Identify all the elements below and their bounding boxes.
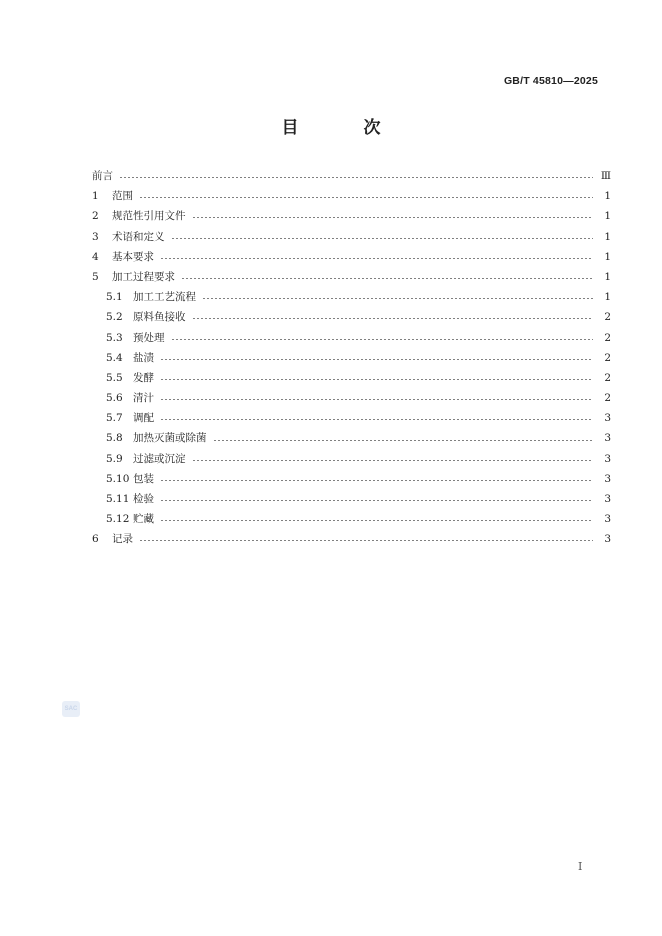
toc-entry[interactable] xyxy=(92,428,611,448)
toc-entry-title: 调配 xyxy=(133,412,154,425)
toc-entry[interactable] xyxy=(92,267,611,287)
toc-entry[interactable] xyxy=(92,328,611,348)
toc-entry[interactable] xyxy=(92,186,611,206)
toc-leader-dots xyxy=(192,460,594,461)
toc-entry-page: 1 xyxy=(604,230,611,243)
toc-entry[interactable] xyxy=(92,368,611,388)
toc-entry-page: 2 xyxy=(604,331,611,344)
toc-leader-dots xyxy=(160,480,593,481)
toc-entry-page: 3 xyxy=(604,493,611,505)
toc-leader-dots xyxy=(181,278,593,279)
toc-entry[interactable] xyxy=(92,348,611,368)
page-title: 目 次 xyxy=(281,118,405,138)
toc-entry-page: 3 xyxy=(604,412,611,425)
toc-entry-page: 1 xyxy=(604,210,611,223)
toc-entry-title: 加工工艺流程 xyxy=(133,291,196,304)
toc-entry-number: 5.1 xyxy=(106,291,123,304)
toc-entry[interactable] xyxy=(92,489,611,509)
toc-entry-number: 4 xyxy=(92,250,99,263)
toc-leader-dots xyxy=(192,217,594,218)
toc-entry[interactable] xyxy=(92,408,611,428)
toc-entry-title: 记录 xyxy=(112,533,133,546)
toc-entry-title: 基本要求 xyxy=(112,250,154,263)
toc-entry-page: 1 xyxy=(604,291,611,304)
toc-leader-dots xyxy=(213,440,594,441)
toc-entry-page: 3 xyxy=(604,452,611,465)
toc-leader-dots xyxy=(202,298,593,299)
toc-entry-title: 过滤或沉淀 xyxy=(133,452,186,465)
toc-entry-page: 2 xyxy=(604,311,611,324)
toc-entry-number: 5.5 xyxy=(106,371,123,384)
toc-entry-page: 1 xyxy=(604,270,611,283)
toc-leader-dots xyxy=(160,500,593,501)
toc-leader-dots xyxy=(171,339,594,340)
standard-code: GB/T 45810—2025 xyxy=(503,75,598,87)
toc-entry-title: 发酵 xyxy=(133,371,154,384)
toc-entry-page: 1 xyxy=(604,250,611,263)
toc-entry-title: 规范性引用文件 xyxy=(112,210,186,223)
toc-entry[interactable] xyxy=(92,469,611,489)
toc-leader-dots xyxy=(160,520,593,521)
toc-leader-dots xyxy=(192,318,594,319)
toc-leader-dots xyxy=(160,258,593,259)
toc-entry-title: 范围 xyxy=(112,190,133,203)
toc-entry-page: 2 xyxy=(604,351,611,364)
toc-leader-dots xyxy=(119,177,593,178)
toc-entry-title: 检验 xyxy=(133,493,154,505)
toc-entry-page: 1 xyxy=(604,190,611,203)
toc-entry-number: 5.7 xyxy=(106,412,123,425)
toc-entry-number: 5.10 xyxy=(106,472,130,485)
toc-entry[interactable] xyxy=(92,529,611,549)
toc-entry[interactable] xyxy=(92,509,611,529)
toc-entry-number: 5.6 xyxy=(106,392,123,405)
toc-entry-title: 清汁 xyxy=(133,392,154,405)
toc-entry-number: 3 xyxy=(92,230,99,243)
toc-entry-number: 5 xyxy=(92,270,99,283)
toc-entry-page: 3 xyxy=(604,533,611,546)
toc-leader-dots xyxy=(171,238,594,239)
toc-entry-title: 加热灭菌或除菌 xyxy=(133,432,207,445)
toc-entry-number: 5.12 xyxy=(106,513,130,526)
toc-entry[interactable] xyxy=(92,307,611,327)
toc-entry-number: 5.4 xyxy=(106,351,123,364)
toc-entry[interactable] xyxy=(92,449,611,469)
toc-leader-dots xyxy=(160,399,593,400)
toc-entry-page: 3 xyxy=(604,432,611,445)
watermark-logo: SAC xyxy=(62,701,80,717)
table-of-contents xyxy=(92,166,611,550)
toc-entry-title: 预处理 xyxy=(133,331,165,344)
toc-entry[interactable] xyxy=(92,388,611,408)
toc-entry[interactable] xyxy=(92,247,611,267)
toc-entry-title: 前言 xyxy=(92,170,113,182)
toc-entry-page: 3 xyxy=(604,513,611,526)
toc-entry-page: 2 xyxy=(604,371,611,384)
toc-entry-title: 原料鱼接收 xyxy=(133,311,186,324)
toc-entry-number: 6 xyxy=(92,533,99,546)
toc-leader-dots xyxy=(139,197,593,198)
toc-entry-title: 术语和定义 xyxy=(112,230,165,243)
toc-entry-number: 5.3 xyxy=(106,331,123,344)
toc-leader-dots xyxy=(160,359,593,360)
toc-entry-title: 包装 xyxy=(133,472,154,485)
toc-leader-dots xyxy=(139,540,593,541)
toc-entry[interactable] xyxy=(92,287,611,307)
toc-entry[interactable] xyxy=(92,227,611,247)
toc-entry-title: 盐渍 xyxy=(133,351,154,364)
toc-entry-title: 贮藏 xyxy=(133,513,154,526)
toc-entry-number: 2 xyxy=(92,210,99,223)
toc-entry[interactable] xyxy=(92,206,611,226)
toc-entry-title: 加工过程要求 xyxy=(112,270,175,283)
toc-entry-page: 2 xyxy=(604,392,611,405)
toc-entry-number: 1 xyxy=(92,190,99,203)
page-number: I xyxy=(578,860,583,873)
toc-leader-dots xyxy=(160,419,593,420)
toc-entry-number: 5.2 xyxy=(106,311,123,324)
toc-entry-page: Ⅲ xyxy=(600,170,611,182)
toc-entry-number: 5.8 xyxy=(106,432,123,445)
toc-entry-number: 5.9 xyxy=(106,452,123,465)
toc-entry-page: 3 xyxy=(604,472,611,485)
toc-entry-number: 5.11 xyxy=(106,493,130,505)
toc-entry[interactable] xyxy=(92,166,611,186)
toc-leader-dots xyxy=(160,379,593,380)
